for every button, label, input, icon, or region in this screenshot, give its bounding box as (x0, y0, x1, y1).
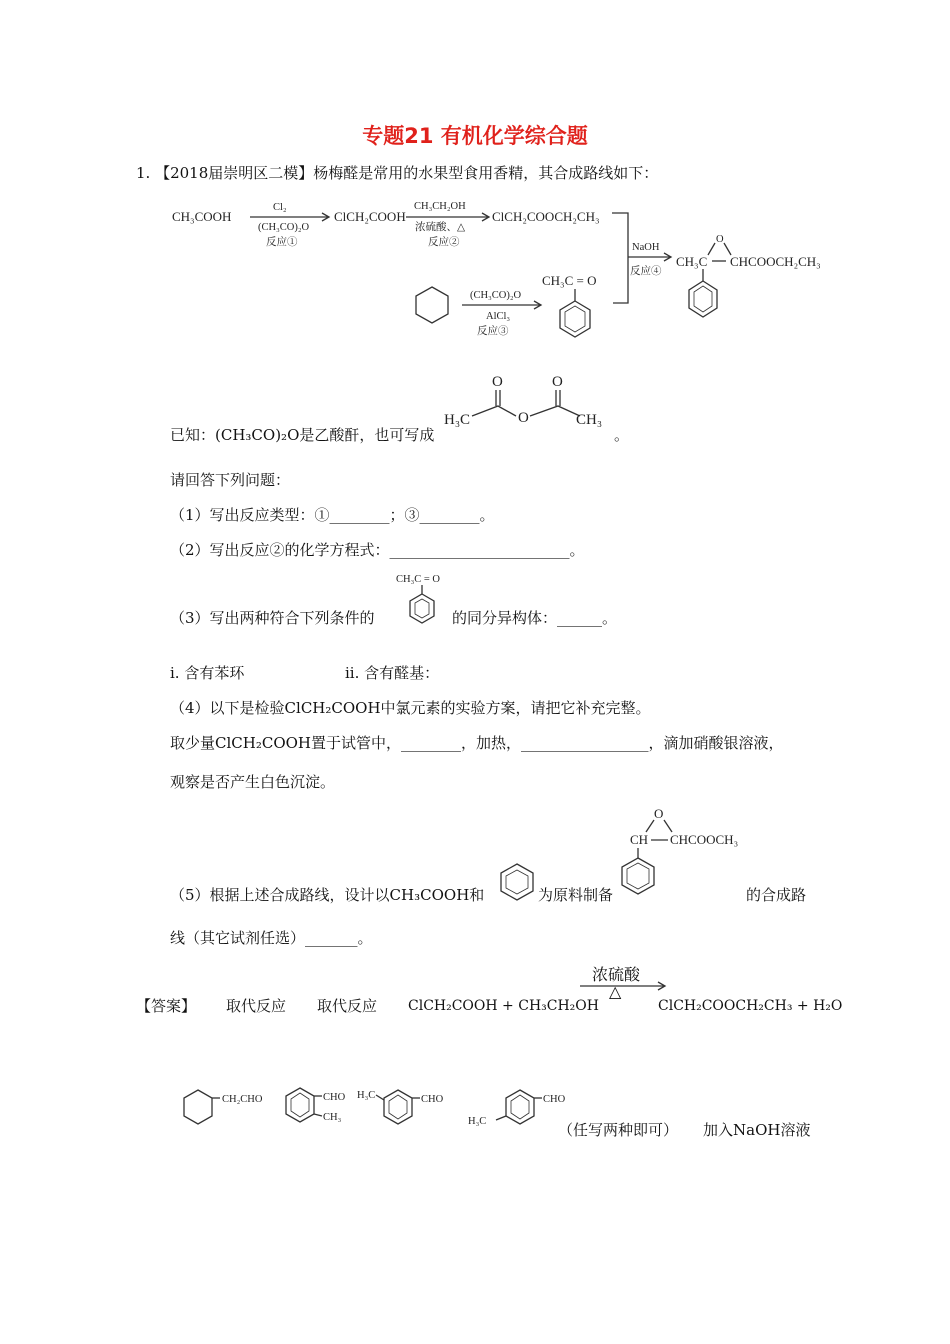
isomer-note: （任写两种即可） (558, 1121, 679, 1139)
chloroacetic-acid: ClCH₂COOH (334, 209, 406, 224)
bracket (612, 213, 628, 303)
question-3-prefix: （3）写出两种符合下列条件的 (170, 609, 375, 627)
synthesis-scheme (170, 195, 840, 345)
svg-text:CH₃: CH₃ (576, 412, 603, 428)
condition-i: i. 含有苯环 (170, 664, 245, 682)
known-suffix: 。 (614, 426, 630, 444)
svg-text:O: O (654, 806, 664, 821)
chloroacetate-ester: ClCH₂COOCH₂CH₃ (492, 209, 600, 224)
r1-label: 反应① (266, 237, 298, 248)
svg-text:CH₃: CH₃ (323, 1112, 342, 1123)
r4-reagent: NaOH (632, 242, 660, 253)
benzene-ring-icon (184, 1090, 212, 1124)
question-4-line3: 观察是否产生白色沉淀。 (170, 773, 336, 791)
equation-condition: 浓硫酸 (592, 965, 641, 984)
question-5-prefix: （5）根据上述合成路线，设计以CH₃COOH和 (170, 886, 485, 904)
svg-text:CH: CH (630, 832, 649, 847)
r2-reagent-top: CH₃CH₂OH (414, 201, 466, 212)
r2-label: 反应② (428, 237, 460, 248)
acetic-acid: CH₃COOH (172, 209, 232, 224)
question-5-mid: 为原料制备 (538, 886, 614, 904)
r2-reagent-bottom: 浓硫酸、△ (415, 222, 466, 233)
question-2: （2）写出反应②的化学方程式：________________________。 (170, 541, 585, 559)
page-title: 专题21 有机化学综合题 (362, 124, 588, 148)
r1-reagent-bottom: (CH₃CO)₂O (258, 222, 310, 233)
r3-reagent-bottom: AlCl₃ (486, 311, 511, 322)
svg-text:O: O (518, 410, 529, 426)
benzene-ring-icon (416, 287, 448, 323)
r3-reagent-top: (CH₃CO)₂O (470, 290, 522, 301)
svg-text:H₃C: H₃C (444, 412, 471, 428)
svg-text:O: O (492, 374, 503, 390)
equation-right: ClCH₂COOCH₂CH₃ + H₂O (658, 998, 843, 1014)
answer-label: 【答案】 (136, 997, 197, 1015)
equation-heat: △ (609, 982, 622, 1001)
epoxide-o: O (716, 234, 724, 245)
equation-arrow (578, 980, 668, 992)
question-1: （1）写出反应类型：①________；③________。 (170, 506, 495, 524)
svg-text:CHCOOCH₃: CHCOOCH₃ (670, 832, 739, 847)
isomer-structures (180, 1080, 600, 1140)
prompt: 请回答下列问题： (170, 471, 291, 489)
question-intro: 1. 【2018届崇明区二模】杨梅醛是常用的水果型食用香精，其合成路线如下： (136, 164, 659, 182)
svg-text:CHO: CHO (323, 1092, 346, 1103)
svg-text:CHO: CHO (421, 1094, 444, 1105)
question-5-line2: 线（其它试剂任选）_______。 (170, 929, 373, 947)
r1-reagent-top: Cl₂ (273, 202, 287, 213)
target-epoxide-structure (620, 800, 760, 900)
equation-left: ClCH₂COOH + CH₃CH₂OH (408, 998, 599, 1014)
known-text: 已知：(CH₃CO)₂O是乙酸酐，也可写成 (170, 426, 435, 444)
anhydride-structure (440, 372, 610, 434)
product-right: CHCOOCH₂CH₃ (730, 254, 821, 269)
product-left: CH₃C (676, 254, 708, 269)
svg-text:CH₃C = O: CH₃C = O (396, 574, 441, 585)
benzene-icon (498, 862, 536, 906)
r3-label: 反应③ (477, 326, 509, 337)
question-4-line2: 取少量ClCH₂COOH置于试管中，________，加热，_________________，滴加硝酸银溶液， (170, 734, 784, 752)
svg-text:H₃C: H₃C (357, 1090, 376, 1101)
acetophenone-structure (396, 572, 446, 628)
svg-text:CHO: CHO (543, 1094, 566, 1105)
question-4: （4）以下是检验ClCH₂COOH中氯元素的实验方案，请把它补充完整。 (170, 699, 651, 717)
r4-label: 反应④ (630, 266, 662, 277)
answer-1: 取代反应 (226, 997, 287, 1015)
svg-text:H₃C: H₃C (468, 1116, 487, 1127)
answer-2: 取代反应 (317, 997, 378, 1015)
question-3-suffix: 的同分异构体：______。 (452, 609, 618, 627)
acetophenone-label: CH₃C = O (542, 273, 597, 288)
answer-4: 加入NaOH溶液 (703, 1121, 811, 1139)
svg-text:CH₂CHO: CH₂CHO (222, 1094, 263, 1105)
svg-text:O: O (552, 374, 563, 390)
question-5-suffix: 的合成路 (746, 886, 807, 904)
condition-ii: ii. 含有醛基： (345, 664, 440, 682)
